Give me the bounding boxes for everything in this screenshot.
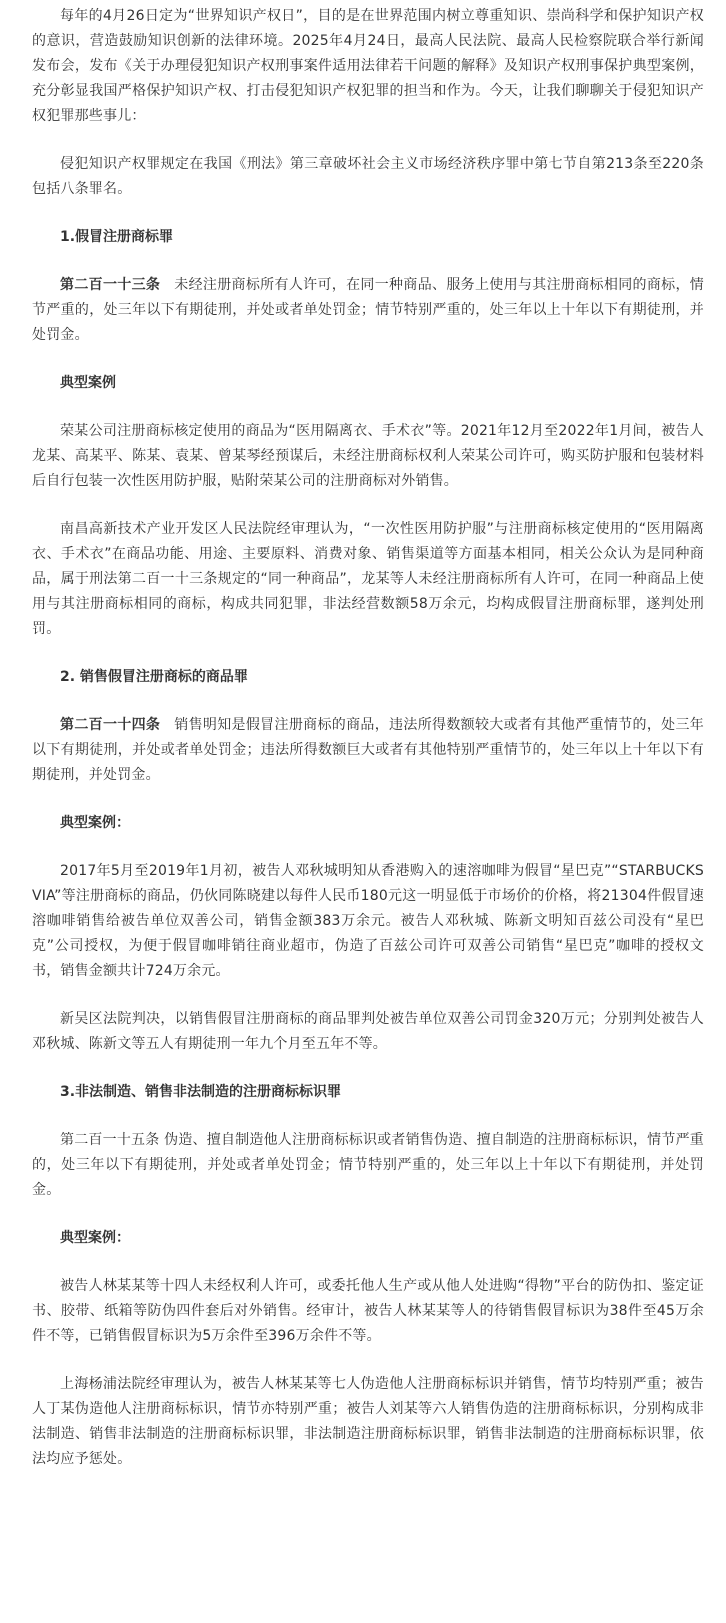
section-2-article-body: 销售明知是假冒注册商标的商品，违法所得数额较大或者有其他严重情节的，处三年以下有期徒刑，并处或者单处罚金；违法所得数额巨大或者有其他特别严重情节的，处三年以上十年以下有期徒刑，并处罚金。 <box>32 717 704 783</box>
section-3-article <box>32 1128 704 1203</box>
section-3-article-body: 第二百一十五条 伪造、擅自制造他人注册商标标识或者销售伪造、擅自制造的注册商标标识，情节严重的，处三年以下有期徒刑，并处或者单处罚金；情节特别严重的，处三年以上十年以下有期徒刑，并处罚金。 <box>32 1132 704 1198</box>
section-1-heading: 1.假冒注册商标罪 <box>60 229 174 245</box>
section-2-case-1: 2017年5月至2019年1月初，被告人邓秋城明知从香港购入的速溶咖啡为假冒“星巴克”“STARBUCKS VIA”等注册商标的商品，仍伙同陈晓建以每件人民币180元这一明显低于市场价的价格，将21304件假冒速溶咖啡销售给被告单位双善公司，销售金额383万余元。被告人邓秋城、陈新文明知百兹公司没有“星巴克”公司授权，为便于假冒咖啡销往商业超市，伪造了百兹公司许可双善公司销售“星巴克”咖啡的授权文书，销售金额共计724万余元。 <box>32 863 704 979</box>
section-2-case-2: 新吴区法院判决，以销售假冒注册商标的商品罪判处被告单位双善公司罚金320万元；分别判处被告人邓秋城、陈新文等五人有期徒刑一年九个月至五年不等。 <box>32 1011 704 1052</box>
section-1-case-heading: 典型案例 <box>60 375 116 391</box>
intro-paragraph-2: 侵犯知识产权罪规定在我国《刑法》第三章破坏社会主义市场经济秩序罪中第七节自第213条至220条包括八条罪名。 <box>32 156 704 197</box>
section-3-case-1: 被告人林某某等十四人未经权利人许可，或委托他人生产或从他人处进购“得物”平台的防伪扣、鉴定证书、胶带、纸箱等防伪四件套后对外销售。经审计，被告人林某某等人的待销售假冒标识为38件至45万余件不等，已销售假冒标识为5万余件至396万余件不等。 <box>32 1278 704 1344</box>
section-3-case-heading: 典型案例： <box>60 1230 130 1246</box>
section-2-heading: 2. 销售假冒注册商标的商品罪 <box>60 669 248 685</box>
section-3-heading: 3.非法制造、销售非法制造的注册商标标识罪 <box>60 1084 342 1100</box>
section-2-article-title: 第二百一十四条 <box>60 717 161 733</box>
section-2-article <box>32 713 704 788</box>
section-1-article-body: 未经注册商标所有人许可，在同一种商品、服务上使用与其注册商标相同的商标，情节严重的，处三年以下有期徒刑，并处或者单处罚金；情节特别严重的，处三年以上十年以下有期徒刑，并处罚金。 <box>32 277 704 343</box>
section-1-case-2: 南昌高新技术产业开发区人民法院经审理认为，“一次性医用防护服”与注册商标核定使用的“医用隔离衣、手术衣”在商品功能、用途、主要原料、消费对象、销售渠道等方面基本相同，相关公众认为是同种商品，属于刑法第二百一十三条规定的“同一种商品”，龙某等人未经注册商标所有人许可，在同一种商品上使用与其注册商标相同的商标，构成共同犯罪，非法经营数额58万余元，均构成假冒注册商标罪，遂判处刑罚。 <box>32 521 704 637</box>
section-1-case-1: 荣某公司注册商标核定使用的商品为“医用隔离衣、手术衣”等。2021年12月至2022年1月间，被告人龙某、高某平、陈某、袁某、曾某琴经预谋后，未经注册商标权利人荣某公司许可，购买防护服和包装材料后自行包装一次性医用防护服，贴附荣某公司的注册商标对外销售。 <box>32 423 704 489</box>
section-1-article-title: 第二百一十三条 <box>60 277 161 293</box>
intro-paragraph-1: 每年的4月26日定为“世界知识产权日”，目的是在世界范围内树立尊重知识、崇尚科学和保护知识产权的意识，营造鼓励知识创新的法律环境。2025年4月24日，最高人民法院、最高人民检察院联合举行新闻发布会，发布《关于办理侵犯知识产权刑事案件适用法律若干问题的解释》及知识产权刑事保护典型案例，充分彰显我国严格保护知识产权、打击侵犯知识产权犯罪的担当和作为。今天，让我们聊聊关于侵犯知识产权犯罪那些事儿： <box>32 8 704 124</box>
section-1-article <box>32 273 704 348</box>
section-2-case-heading: 典型案例： <box>60 815 130 831</box>
section-3-case-2: 上海杨浦法院经审理认为，被告人林某某等七人伪造他人注册商标标识并销售，情节均特别严重；被告人丁某伪造他人注册商标标识，情节亦特别严重；被告人刘某等六人销售伪造的注册商标标识，分别构成非法制造、销售非法制造的注册商标标识罪，非法制造注册商标标识罪，销售非法制造的注册商标标识罪，依法均应予惩处。 <box>32 1376 704 1467</box>
